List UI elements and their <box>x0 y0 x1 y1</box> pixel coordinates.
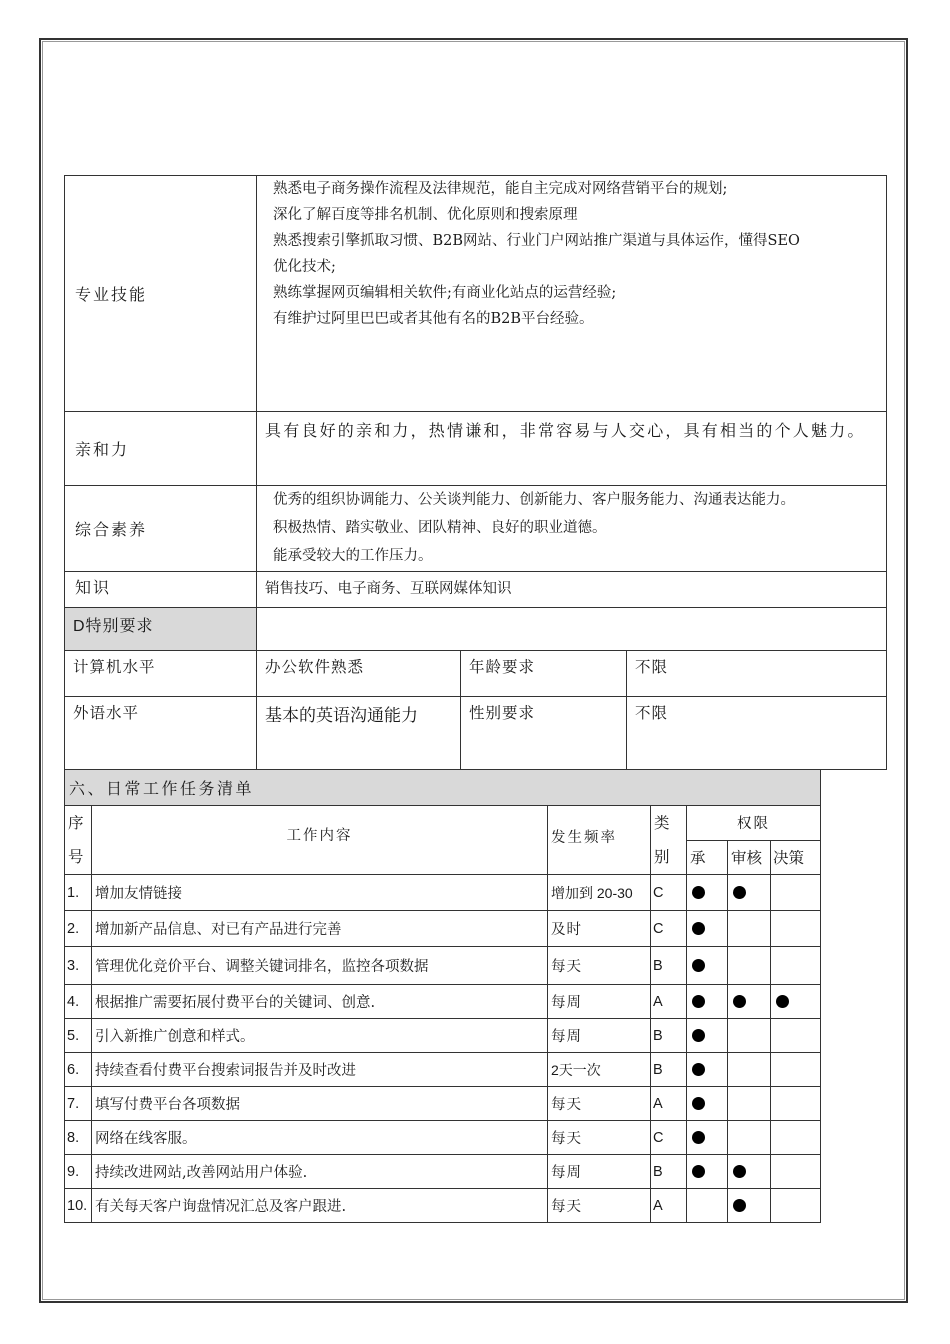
professional-skills-content <box>257 176 887 412</box>
task-content: 持续查看付费平台搜索词报告并及时改进 <box>92 1053 548 1087</box>
header-index <box>65 806 92 875</box>
task-undertake-cell <box>687 1121 728 1155</box>
filled-dot-icon <box>776 995 789 1008</box>
task-undertake-cell <box>687 947 728 985</box>
header-index-line: 序 <box>68 814 84 832</box>
gender-requirement-value: 不限 <box>627 697 887 770</box>
task-decide-cell <box>771 911 821 947</box>
filled-dot-icon <box>692 1029 705 1042</box>
daily-tasks-table <box>64 769 821 1223</box>
filled-dot-icon <box>733 1165 746 1178</box>
skill-line: 有维护过阿里巴巴或者其他有名的B2B平台经验。 <box>273 311 594 327</box>
task-undertake-cell <box>687 911 728 947</box>
task-number: 7. <box>65 1087 92 1121</box>
professional-skills-row <box>65 176 887 412</box>
age-requirement-value: 不限 <box>627 651 887 697</box>
task-undertake-cell <box>687 1053 728 1087</box>
task-frequency: 每天 <box>548 1121 651 1155</box>
filled-dot-icon <box>692 886 705 899</box>
task-frequency: 增加到 20-30 <box>548 875 651 911</box>
task-review-cell <box>728 875 771 911</box>
task-review-cell <box>728 1053 771 1087</box>
skill-line: 优化技术; <box>273 259 336 275</box>
task-review-cell <box>728 1189 771 1223</box>
special-requirements-empty <box>257 608 887 651</box>
overall-quality-label: 综合素养 <box>65 486 257 572</box>
quality-line: 优秀的组织协调能力、公关谈判能力、创新能力、客户服务能力、沟通表达能力。 <box>273 492 795 508</box>
task-number: 2. <box>65 911 92 947</box>
filled-dot-icon <box>733 1199 746 1212</box>
task-review-cell <box>728 1019 771 1053</box>
task-review-cell <box>728 1121 771 1155</box>
task-frequency: 2天一次 <box>548 1053 651 1087</box>
computer-level-value: 办公软件熟悉 <box>257 651 461 697</box>
overall-quality-content <box>257 486 887 572</box>
task-decide-cell <box>771 1155 821 1189</box>
knowledge-text: 销售技巧、电子商务、互联网媒体知识 <box>257 572 887 608</box>
task-frequency: 每天 <box>548 1087 651 1121</box>
task-frequency: 每周 <box>548 1019 651 1053</box>
filled-dot-icon <box>692 922 705 935</box>
header-category-line: 类 <box>654 814 670 832</box>
task-category: A <box>651 985 687 1019</box>
skill-line: 熟练掌握网页编辑相关软件;有商业化站点的运营经验; <box>273 285 617 301</box>
task-review-cell <box>728 1155 771 1189</box>
affinity-row <box>65 412 887 486</box>
skill-line: 熟悉搜索引擎抓取习惯、B2B网站、行业门户网站推广渠道与具体运作，懂得SEO <box>273 233 800 249</box>
filled-dot-icon <box>692 1097 705 1110</box>
task-rows <box>65 875 821 1223</box>
task-undertake-cell <box>687 1155 728 1189</box>
task-row <box>65 1155 821 1189</box>
task-decide-cell <box>771 1189 821 1223</box>
language-level-label: 外语水平 <box>65 697 257 770</box>
task-category: C <box>651 911 687 947</box>
task-row <box>65 1053 821 1087</box>
task-content: 持续改进网站,改善网站用户体验. <box>92 1155 548 1189</box>
task-decide-cell <box>771 947 821 985</box>
task-decide-cell <box>771 1053 821 1087</box>
filled-dot-icon <box>733 995 746 1008</box>
knowledge-row <box>65 572 887 608</box>
task-row <box>65 985 821 1019</box>
header-row <box>65 806 821 841</box>
task-category: C <box>651 1121 687 1155</box>
task-frequency: 每周 <box>548 985 651 1019</box>
task-undertake-cell <box>687 875 728 911</box>
task-decide-cell <box>771 875 821 911</box>
overall-quality-row <box>65 486 887 572</box>
task-category: C <box>651 875 687 911</box>
affinity-text: 具有良好的亲和力，热情谦和，非常容易与人交心，具有相当的个人魅力。 <box>257 412 887 486</box>
header-index-line: 号 <box>68 848 84 866</box>
skill-line: 熟悉电子商务操作流程及法律规范，能自主完成对网络营销平台的规划; <box>273 181 728 197</box>
task-row <box>65 947 821 985</box>
task-content: 网络在线客服。 <box>92 1121 548 1155</box>
task-row <box>65 1019 821 1053</box>
task-content: 增加友情链接 <box>92 875 548 911</box>
task-row <box>65 875 821 911</box>
task-decide-cell <box>771 1087 821 1121</box>
language-level-row <box>65 697 887 770</box>
task-content: 管理优化竞价平台、调整关键词排名，监控各项数据 <box>92 947 548 985</box>
header-category-line: 别 <box>654 848 670 866</box>
task-category: A <box>651 1087 687 1121</box>
computer-level-row <box>65 651 887 697</box>
task-frequency: 每天 <box>548 947 651 985</box>
task-content: 有关每天客户询盘情况汇总及客户跟进. <box>92 1189 548 1223</box>
task-content: 引入新推广创意和样式。 <box>92 1019 548 1053</box>
task-row <box>65 911 821 947</box>
gender-requirement-label: 性别要求 <box>461 697 627 770</box>
task-decide-cell <box>771 1121 821 1155</box>
task-undertake-cell <box>687 1189 728 1223</box>
header-authority: 权限 <box>687 806 821 841</box>
section-title-row <box>65 770 821 806</box>
task-number: 3. <box>65 947 92 985</box>
header-review: 审核 <box>728 840 771 875</box>
language-level-value: 基本的英语沟通能力 <box>257 697 461 770</box>
computer-level-label: 计算机水平 <box>65 651 257 697</box>
task-category: B <box>651 1053 687 1087</box>
task-decide-cell <box>771 985 821 1019</box>
task-undertake-cell <box>687 1019 728 1053</box>
task-number: 5. <box>65 1019 92 1053</box>
task-number: 10. <box>65 1189 92 1223</box>
task-review-cell <box>728 947 771 985</box>
section-title: 六、日常工作任务清单 <box>65 770 821 806</box>
task-review-cell <box>728 985 771 1019</box>
filled-dot-icon <box>692 959 705 972</box>
task-number: 9. <box>65 1155 92 1189</box>
task-frequency: 每周 <box>548 1155 651 1189</box>
filled-dot-icon <box>692 1063 705 1076</box>
header-undertake: 承 <box>687 840 728 875</box>
task-content: 增加新产品信息、对已有产品进行完善 <box>92 911 548 947</box>
task-review-cell <box>728 911 771 947</box>
task-number: 4. <box>65 985 92 1019</box>
header-decide: 决策 <box>771 840 821 875</box>
affinity-label: 亲和力 <box>65 412 257 486</box>
quality-line: 积极热情、踏实敬业、团队精神、良好的职业道德。 <box>273 520 607 536</box>
task-number: 6. <box>65 1053 92 1087</box>
qualification-table <box>64 175 887 770</box>
task-content: 根据推广需要拓展付费平台的关键词、创意. <box>92 985 548 1019</box>
quality-line: 能承受较大的工作压力。 <box>273 548 433 564</box>
skill-line: 深化了解百度等排名机制、优化原则和搜索原理 <box>273 207 578 223</box>
task-category: B <box>651 1155 687 1189</box>
task-category: A <box>651 1189 687 1223</box>
task-row <box>65 1121 821 1155</box>
task-row <box>65 1189 821 1223</box>
special-requirements-row <box>65 608 887 651</box>
task-number: 8. <box>65 1121 92 1155</box>
task-undertake-cell <box>687 1087 728 1121</box>
task-frequency: 及时 <box>548 911 651 947</box>
task-review-cell <box>728 1087 771 1121</box>
header-content: 工作内容 <box>92 806 548 875</box>
task-decide-cell <box>771 1019 821 1053</box>
header-category <box>651 806 687 875</box>
header-frequency: 发生频率 <box>548 806 651 875</box>
task-row <box>65 1087 821 1121</box>
filled-dot-icon <box>692 995 705 1008</box>
knowledge-label: 知识 <box>65 572 257 608</box>
task-category: B <box>651 947 687 985</box>
task-undertake-cell <box>687 985 728 1019</box>
task-content: 填写付费平台各项数据 <box>92 1087 548 1121</box>
special-requirements-title: D特别要求 <box>65 608 257 651</box>
filled-dot-icon <box>692 1165 705 1178</box>
filled-dot-icon <box>733 886 746 899</box>
task-category: B <box>651 1019 687 1053</box>
task-number: 1. <box>65 875 92 911</box>
task-frequency: 每天 <box>548 1189 651 1223</box>
age-requirement-label: 年龄要求 <box>461 651 627 697</box>
filled-dot-icon <box>692 1131 705 1144</box>
professional-skills-label: 专业技能 <box>65 176 257 412</box>
